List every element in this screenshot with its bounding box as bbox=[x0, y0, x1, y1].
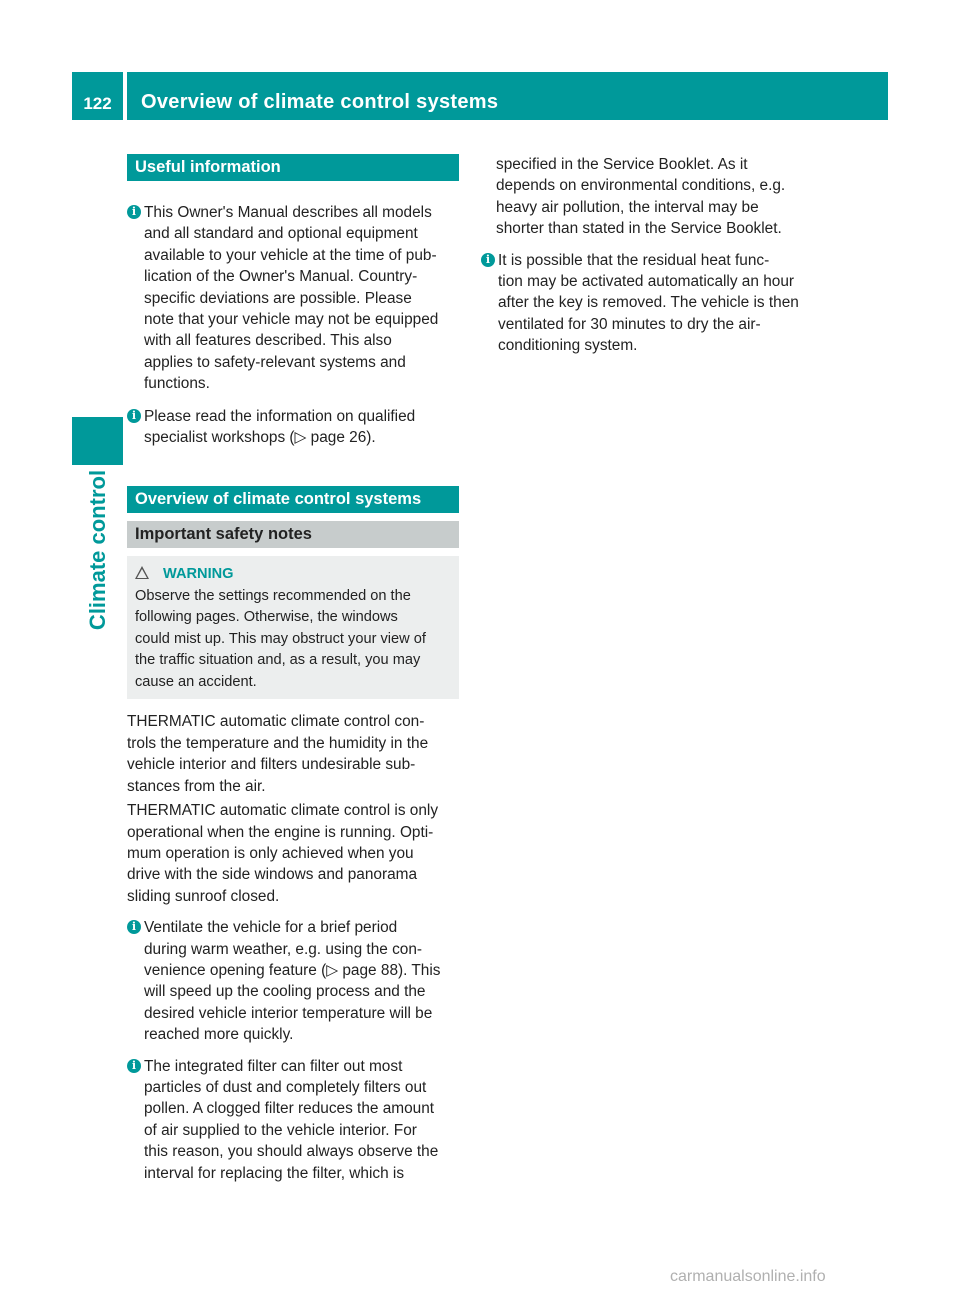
text-line: will speed up the cooling process and the bbox=[144, 983, 426, 1001]
warning-box bbox=[127, 556, 459, 699]
text-line: Observe the settings recommended on the bbox=[135, 587, 411, 604]
text-line: pollen. A clogged filter reduces the amount bbox=[144, 1100, 435, 1118]
text-line: during warm weather, e.g. using the con- bbox=[144, 940, 423, 958]
text-line: It is possible that the residual heat func- bbox=[498, 251, 770, 269]
section-title-useful-information: Useful information bbox=[127, 154, 459, 181]
page-number: 122 bbox=[72, 72, 123, 120]
text-line: of air supplied to the vehicle interior. For bbox=[144, 1121, 417, 1139]
text-line: heavy air pollution, the interval may be bbox=[496, 198, 759, 216]
text-line: THERMATIC automatic climate control is only bbox=[127, 802, 439, 820]
text-line: trols the temperature and the humidity in the bbox=[127, 734, 429, 752]
warning-heading: WARNING bbox=[135, 564, 451, 586]
text-line: mum operation is only achieved when you bbox=[127, 844, 414, 862]
info-icon: i bbox=[127, 920, 141, 934]
text-line: Ventilate the vehicle for a brief period bbox=[144, 919, 398, 937]
text-line: operational when the engine is running. Opti- bbox=[127, 823, 434, 841]
text-line: vehicle interior and filters undesirable sub- bbox=[127, 756, 416, 774]
text-line: and all standard and optional equipment bbox=[144, 225, 418, 243]
text-line: conditioning system. bbox=[498, 337, 638, 355]
text-line: shorter than stated in the Service Booklet. bbox=[496, 220, 782, 238]
text-line: interval for replacing the filter, which is bbox=[144, 1164, 405, 1182]
info-note bbox=[127, 1056, 459, 1184]
text-line: cause an accident. bbox=[135, 673, 257, 690]
text-line: functions. bbox=[144, 375, 210, 393]
info-note bbox=[481, 250, 813, 357]
info-note bbox=[127, 917, 459, 1045]
sidebar-chapter-label: Climate control bbox=[84, 469, 110, 631]
text-line: THERMATIC automatic climate control con- bbox=[127, 713, 425, 731]
text-line: reached more quickly. bbox=[144, 1026, 294, 1044]
info-icon: i bbox=[127, 205, 141, 219]
watermark: carmanualsonline.info bbox=[670, 1268, 826, 1285]
text-line: depends on environmental conditions, e.g. bbox=[496, 177, 786, 195]
text-line: could mist up. This may obstruct your view of bbox=[135, 630, 426, 647]
text-line: available to your vehicle at the time of pub- bbox=[144, 246, 437, 264]
text-line: desired vehicle interior temperature will be bbox=[144, 1004, 433, 1022]
text-line: drive with the side windows and panorama bbox=[127, 866, 418, 884]
text-line: specific deviations are possible. Please bbox=[144, 289, 412, 307]
left-column bbox=[127, 154, 459, 1184]
text-line: Please read the information on qualified bbox=[144, 407, 416, 425]
text-line: specified in the Service Booklet. As it bbox=[496, 156, 748, 173]
text-line: The integrated filter can filter out most bbox=[144, 1057, 403, 1075]
text-line: applies to safety-relevant systems and bbox=[144, 353, 406, 371]
text-line: tion may be activated automatically an hour bbox=[498, 273, 795, 291]
info-note bbox=[127, 202, 459, 395]
warning-text bbox=[135, 586, 451, 694]
text-line: with all features described. This also bbox=[144, 332, 392, 350]
text-line: venience opening feature (▷ page 88). This bbox=[144, 961, 441, 979]
text-line: ventilated for 30 minutes to dry the air- bbox=[498, 315, 761, 333]
paragraph bbox=[127, 800, 459, 907]
text-line: note that your vehicle may not be equipped bbox=[144, 311, 439, 329]
info-icon: i bbox=[481, 253, 495, 267]
text-line: the traffic situation and, as a result, you may bbox=[135, 652, 421, 669]
text-line: sliding sunroof closed. bbox=[127, 887, 280, 905]
text-line: stances from the air. bbox=[127, 777, 266, 795]
section-title-overview: Overview of climate control systems bbox=[127, 486, 459, 513]
info-icon: i bbox=[127, 1059, 141, 1073]
text-line: following pages. Otherwise, the windows bbox=[135, 609, 398, 626]
info-note bbox=[127, 406, 459, 449]
page-header-title: Overview of climate control systems bbox=[127, 72, 888, 120]
subsection-title-safety-notes: Important safety notes bbox=[127, 521, 459, 548]
paragraph-continued bbox=[481, 154, 813, 240]
text-line: This Owner's Manual describes all models bbox=[144, 204, 432, 221]
warning-triangle-icon bbox=[135, 566, 149, 579]
info-icon: i bbox=[127, 409, 141, 423]
text-line: this reason, you should always observe the bbox=[144, 1143, 439, 1161]
text-line: specialist workshops (▷ page 26). bbox=[144, 429, 376, 447]
text-line: lication of the Owner's Manual. Country- bbox=[144, 268, 418, 286]
sidebar-marker bbox=[72, 417, 123, 465]
paragraph bbox=[127, 711, 459, 797]
text-line: particles of dust and completely filters out bbox=[144, 1078, 427, 1096]
right-column bbox=[481, 154, 813, 357]
text-line: after the key is removed. The vehicle is then bbox=[498, 294, 799, 312]
